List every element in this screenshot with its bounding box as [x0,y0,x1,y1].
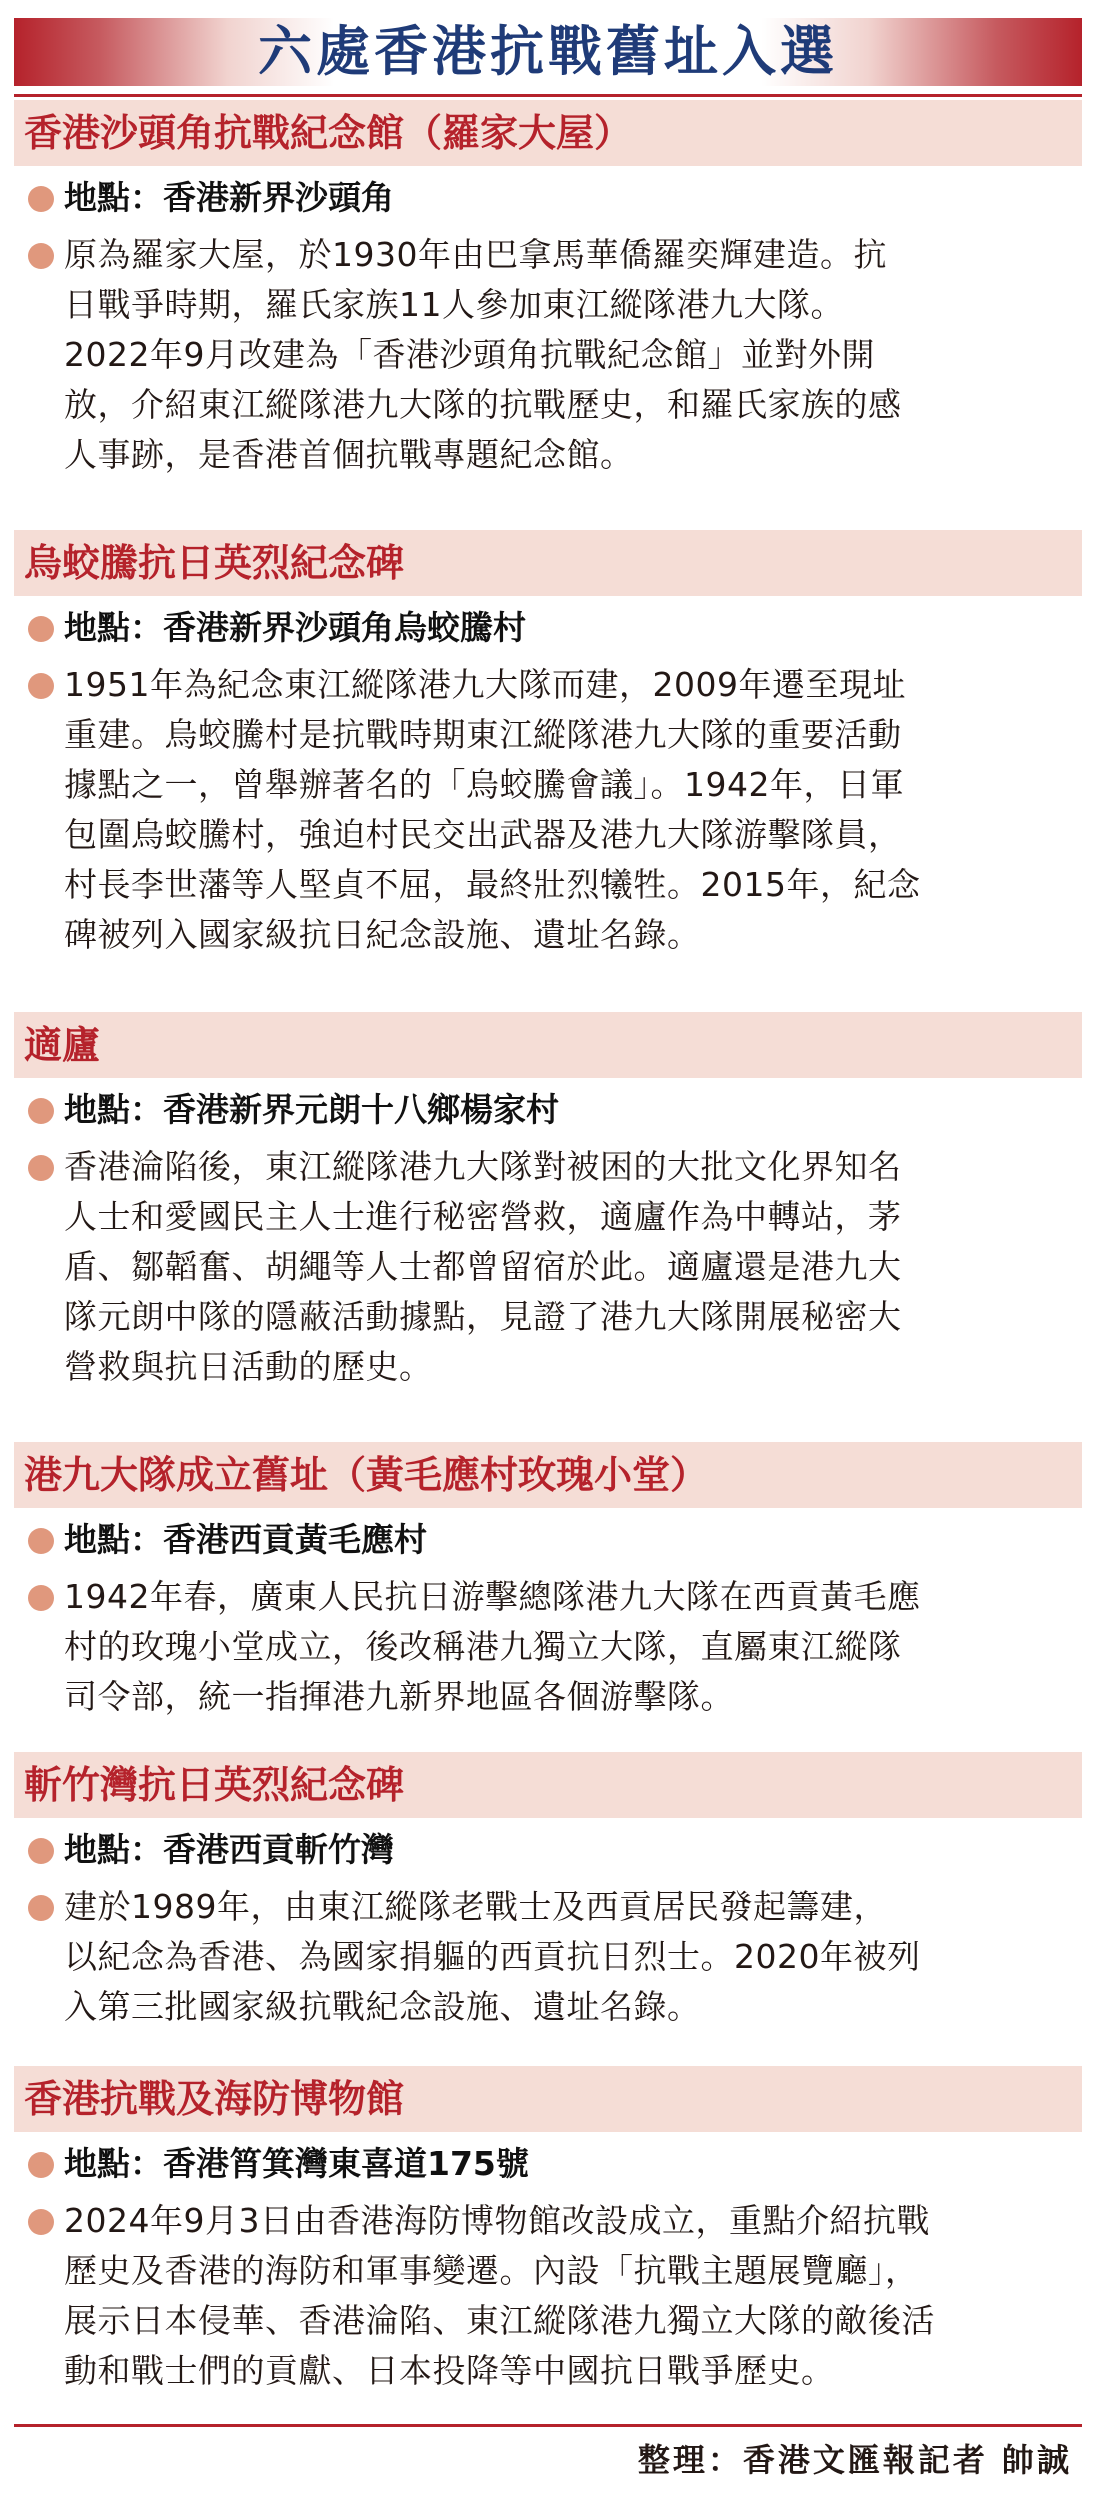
description-line: 司令部，統一指揮港九新界地區各個游擊隊。 [64,1677,734,1716]
location-text: 地點：香港西貢斬竹灣 [64,1830,394,1869]
description-line: 村長李世藩等人堅貞不屈，最終壯烈犧牲。2015年，紀念 [64,865,921,904]
section-title: 烏蛟騰抗日英烈紀念碑 [24,541,405,585]
description-line: 歷史及香港的海防和軍事變遷。內設「抗戰主題展覽廳」， [64,2251,919,2290]
description-line: 人事跡，是香港首個抗戰專題紀念館。 [64,435,634,474]
section-header [14,100,1082,166]
bullet-dot-icon [28,616,54,642]
bullet-dot-icon [28,1585,54,1611]
section-header [14,1752,1082,1818]
description-line: 放，介紹東江縱隊港九大隊的抗戰歷史，和羅氏家族的感 [64,385,902,424]
bullet-dot-icon [28,186,54,212]
location-text: 地點：香港西貢黃毛應村 [64,1520,427,1559]
bullet-dot-icon [28,1838,54,1864]
description-row [14,660,1082,960]
section-header [14,1012,1082,1078]
description-line: 據點之一，曾舉辦著名的「烏蛟騰會議」。1942年，日軍 [64,765,904,804]
bullet-dot-icon [28,1098,54,1124]
description-line: 原為羅家大屋，於1930年由巴拿馬華僑羅奕輝建造。抗 [64,235,887,274]
location-row [14,596,1082,660]
description-line: 動和戰士們的貢獻、日本投降等中國抗日戰爭歷史。 [64,2351,835,2390]
section-title: 斬竹灣抗日英烈紀念碑 [24,1763,405,1807]
reporter-credit: 整理：香港文匯報記者 帥誠 [637,2441,1072,2479]
location-text: 地點：香港新界沙頭角 [64,178,394,217]
section-coastal-defence-museum [14,2066,1082,2396]
bullet-dot-icon [28,1528,54,1554]
description-line: 2024年9月3日由香港海防博物館改設成立，重點介紹抗戰 [64,2201,930,2240]
section-header [14,530,1082,596]
bullet-dot-icon [28,1155,54,1181]
description-line: 1951年為紀念東江縱隊港九大隊而建，2009年遷至現址 [64,665,906,704]
section-sha-tau-kok-museum [14,100,1082,480]
bullet-dot-icon [28,2209,54,2235]
description-line: 村的玫瑰小堂成立，後改稱港九獨立大隊，直屬東江縱隊 [64,1627,902,1666]
description-line: 展示日本侵華、香港淪陷、東江縱隊港九獨立大隊的敵後活 [64,2301,935,2340]
description-line: 碑被列入國家級抗日紀念設施、遺址名錄。 [64,915,701,954]
description-text [64,1882,1070,2032]
description-line: 隊元朗中隊的隱蔽活動據點，見證了港九大隊開展秘密大 [64,1297,902,1336]
location-row [14,1818,1082,1882]
title-banner [14,18,1082,86]
bullet-dot-icon [28,2152,54,2178]
description-line: 1942年春，廣東人民抗日游擊總隊港九大隊在西貢黃毛應 [64,1577,921,1616]
page-title: 六處香港抗戰舊址入選 [258,20,838,83]
section-title: 港九大隊成立舊址（黃毛應村玫瑰小堂） [24,1453,709,1497]
description-line: 建於1989年，由東江縱隊老戰士及西貢居民發起籌建， [64,1887,887,1926]
description-row [14,230,1082,480]
section-wong-mo-ying-chapel [14,1442,1082,1722]
section-title: 香港抗戰及海防博物館 [24,2077,405,2121]
description-line: 香港淪陷後，東江縱隊港九大隊對被困的大批文化界知名 [64,1147,902,1186]
section-header [14,2066,1082,2132]
description-row [14,1142,1082,1392]
description-line: 入第三批國家級抗戰紀念設施、遺址名錄。 [64,1987,701,2026]
location-text: 地點：香港筲箕灣東喜道175號 [64,2144,529,2183]
description-line: 以紀念為香港、為國家捐軀的西貢抗日烈士。2020年被列 [64,1937,921,1976]
bottom-divider [14,2424,1082,2427]
location-row [14,1078,1082,1142]
description-line: 日戰爭時期，羅氏家族11人參加東江縱隊港九大隊。 [64,285,844,324]
description-line: 人士和愛國民主人士進行秘密營救，適廬作為中轉站，茅 [64,1197,902,1236]
description-text [64,1572,1070,1722]
description-row [14,2196,1082,2396]
bullet-dot-icon [28,673,54,699]
description-line: 盾、鄒韜奮、胡繩等人士都曾留宿於此。適廬還是港九大 [64,1247,902,1286]
bullet-dot-icon [28,243,54,269]
description-text [64,2196,1070,2396]
description-line: 營救與抗日活動的歷史。 [64,1347,433,1386]
description-line: 重建。烏蛟騰村是抗戰時期東江縱隊港九大隊的重要活動 [64,715,902,754]
location-text: 地點：香港新界元朗十八鄉楊家村 [64,1090,559,1129]
section-title: 適廬 [24,1023,101,1067]
section-sik-lo [14,1012,1082,1392]
location-row [14,2132,1082,2196]
description-row [14,1572,1082,1722]
location-row [14,166,1082,230]
description-text [64,1142,1070,1392]
description-text [64,660,1070,960]
location-row [14,1508,1082,1572]
section-cham-chuk-wan-memorial [14,1752,1082,2032]
bullet-dot-icon [28,1895,54,1921]
section-wu-kau-tang-memorial [14,530,1082,960]
description-row [14,1882,1082,2032]
location-text: 地點：香港新界沙頭角烏蛟騰村 [64,608,526,647]
description-text [64,230,1070,480]
section-header [14,1442,1082,1508]
title-divider [14,94,1082,97]
description-line: 2022年9月改建為「香港沙頭角抗戰紀念館」並對外開 [64,335,875,374]
description-line: 包圍烏蛟騰村，強迫村民交出武器及港九大隊游擊隊員， [64,815,902,854]
section-title: 香港沙頭角抗戰紀念館（羅家大屋） [24,111,633,155]
